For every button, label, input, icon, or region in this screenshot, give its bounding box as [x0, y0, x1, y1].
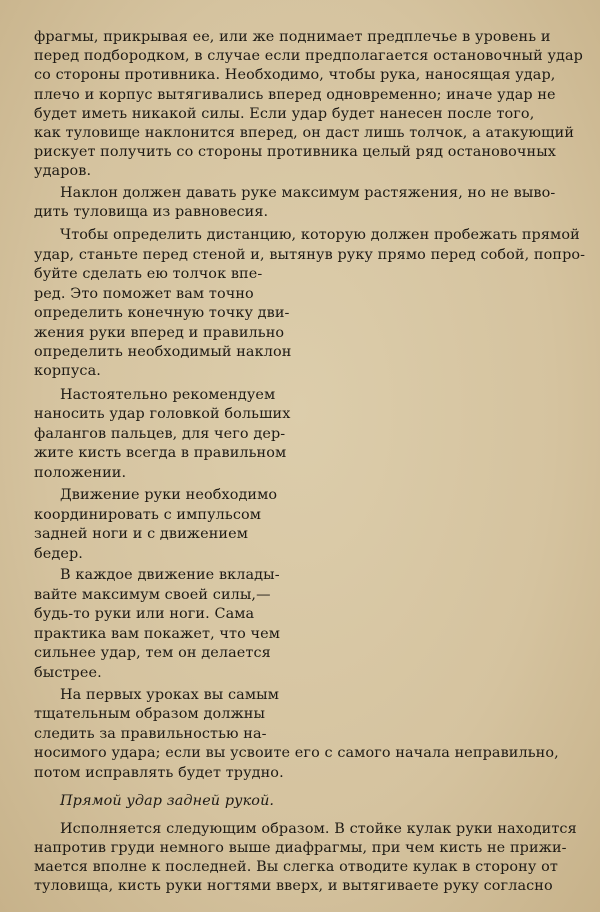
text-line: На первых уроках вы самым: [60, 687, 279, 703]
text-line: тщательным образом должны: [34, 706, 266, 722]
text-line: положении.: [34, 465, 127, 481]
text-line: вайте максимум своей силы,—: [34, 587, 271, 603]
text-line: туловища, кисть руки ногтями вверх, и вытягиваете руку согласно: [34, 878, 553, 894]
text-line: определить конечную точку дви-: [34, 305, 290, 321]
text-line: практика вам покажет, что чем: [34, 626, 281, 642]
text-line: координировать с импульсом: [34, 507, 262, 523]
text-line: Чтобы определить дистанцию, которую должен пробежать прямой: [60, 227, 580, 243]
text-line: носимого удара; если вы усвоите его с самого начала неправильно,: [34, 745, 559, 761]
text-line: корпуса.: [34, 363, 101, 379]
text-line: наносить удар головкой больших: [34, 406, 291, 422]
text-line: потом исправлять будет трудно.: [34, 765, 284, 781]
text-line: определить необходимый наклон: [34, 344, 292, 360]
text-line: перед подбородком, в случае если предполагается остановочный удар: [34, 48, 583, 64]
text-line: задней ноги и с движением: [34, 526, 249, 542]
text-line: жения руки вперед и правильно: [34, 325, 285, 341]
text-line: дить туловища из равновесия.: [34, 204, 269, 220]
text-line: Исполняется следующим образом. В стойке кулак руки находится: [60, 821, 577, 837]
text-line: будь-то руки или ноги. Сама: [34, 606, 255, 622]
text-line: удар, станьте перед стеной и, вытянув руку прямо перед собой, попро-: [34, 247, 586, 263]
text-line: бедер.: [34, 546, 83, 562]
text-line: Наклон должен давать руке максимум растяжения, но не выво-: [60, 185, 556, 201]
text-line: следить за правильностью на-: [34, 726, 267, 742]
text-line: фалангов пальцев, для чего дер-: [34, 426, 286, 442]
text-line: ударов.: [34, 163, 92, 179]
text-line: мается вполне к последней. Вы слегка отводите кулак в сторону от: [34, 859, 558, 875]
text-line: быстрее.: [34, 665, 102, 681]
text-line: фрагмы, прикрывая ее, или же поднимает предплечье в уровень и: [34, 29, 551, 45]
text-line: буйте сделать ею толчок впе-: [34, 266, 263, 282]
text-line: напротив груди немного выше диафрагмы, при чем кисть не прижи-: [34, 840, 567, 856]
text-line: Настоятельно рекомендуем: [60, 387, 276, 403]
text-line: будет иметь никакой силы. Если удар будет нанесен после того,: [34, 106, 535, 122]
text-line: со стороны противника. Необходимо, чтобы рука, наносящая удар,: [34, 67, 556, 83]
text-line: ред. Это поможет вам точно: [34, 286, 254, 302]
text-line: сильнее удар, тем он делается: [34, 645, 271, 661]
text-line: жите кисть всегда в правильном: [34, 445, 287, 461]
text-line: плечо и корпус вытягивались вперед одновременно; иначе удар не: [34, 87, 556, 103]
text-line: рискует получить со стороны противника целый ряд остановочных: [34, 144, 556, 160]
text-line: Движение руки необходимо: [60, 487, 278, 503]
text-line: как туловище наклонится вперед, он даст лишь толчок, а атакующий: [34, 125, 575, 141]
text-line: В каждое движение вклады-: [60, 567, 280, 583]
section-heading: Прямой удар задней рукой.: [60, 793, 275, 809]
